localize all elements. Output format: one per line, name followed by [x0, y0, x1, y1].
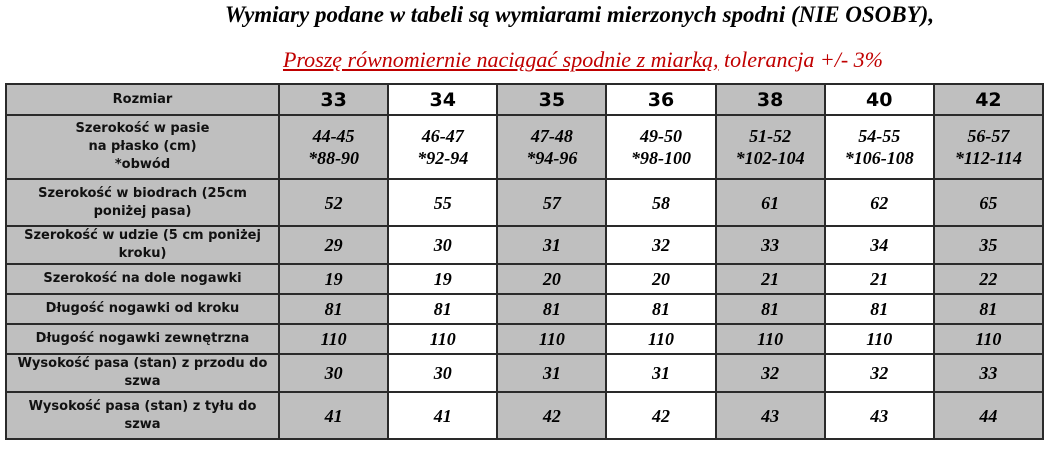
- table-row: [6, 179, 1043, 226]
- size-header: 35: [497, 84, 606, 115]
- row-label-line: Szerokość w pasie: [75, 121, 210, 136]
- table-cell: 41: [279, 392, 388, 439]
- table-cell: 62: [825, 179, 934, 226]
- size-chart-table: [5, 83, 1044, 440]
- table-cell: 65: [934, 179, 1043, 226]
- row-label-line: Szerokość w udzie (5 cm poniżej: [24, 228, 261, 243]
- table-cell: 41: [388, 392, 497, 439]
- row-label: [6, 115, 279, 179]
- table-row: [6, 115, 1043, 179]
- size-header-label: Rozmiar: [6, 84, 279, 115]
- table-cell: 43: [825, 392, 934, 439]
- row-label: Długość nogawki zewnętrzna: [6, 324, 279, 354]
- table-cell: 81: [716, 294, 825, 324]
- table-cell: 21: [825, 264, 934, 294]
- cell-line: *88-90: [308, 148, 360, 168]
- table-cell: 30: [388, 354, 497, 392]
- row-label-line: szwa: [124, 374, 161, 389]
- table-cell: 81: [825, 294, 934, 324]
- table-cell: 52: [279, 179, 388, 226]
- table-cell: 81: [388, 294, 497, 324]
- table-cell: 35: [934, 226, 1043, 264]
- table-cell: 42: [497, 392, 606, 439]
- table-cell: 57: [497, 179, 606, 226]
- size-header: 34: [388, 84, 497, 115]
- table-cell: [606, 115, 715, 179]
- cell-line: 44-45: [312, 126, 355, 146]
- table-cell: 33: [934, 354, 1043, 392]
- table-row: [6, 226, 1043, 264]
- row-label: [6, 392, 279, 439]
- table-cell: 110: [497, 324, 606, 354]
- table-cell: 33: [716, 226, 825, 264]
- table-cell: 19: [388, 264, 497, 294]
- cell-line: 54-55: [858, 126, 901, 146]
- table-cell: 34: [825, 226, 934, 264]
- table-cell: 81: [934, 294, 1043, 324]
- cell-line: *98-100: [630, 148, 691, 168]
- instruction-text: Proszę równomiernie naciągać spodnie z miarką,: [282, 47, 719, 72]
- table-cell: 44: [934, 392, 1043, 439]
- row-label: [6, 179, 279, 226]
- size-header: 40: [825, 84, 934, 115]
- size-header: 38: [716, 84, 825, 115]
- row-label: [6, 226, 279, 264]
- table-cell: 32: [606, 226, 715, 264]
- cell-line: 49-50: [639, 126, 682, 146]
- row-label-line: poniżej pasa): [93, 203, 192, 219]
- table-cell: 81: [497, 294, 606, 324]
- cell-line: *92-94: [417, 148, 469, 168]
- cell-line: 56-57: [967, 126, 1010, 146]
- table-cell: [825, 115, 934, 179]
- table-cell: 32: [716, 354, 825, 392]
- table-cell: 110: [934, 324, 1043, 354]
- row-label-line: Szerokość w biodrach (25cm: [38, 185, 247, 201]
- table-row: [6, 392, 1043, 439]
- cell-line: *94-96: [526, 148, 578, 168]
- table-cell: 61: [716, 179, 825, 226]
- table-cell: [279, 115, 388, 179]
- table-cell: 22: [934, 264, 1043, 294]
- cell-line: 46-47: [421, 126, 464, 146]
- size-header: 36: [606, 84, 715, 115]
- row-label-line: Wysokość pasa (stan) z tyłu do: [28, 398, 257, 414]
- table-row: [6, 264, 1043, 294]
- table-row: [6, 324, 1043, 354]
- row-label: [6, 354, 279, 392]
- cell-line: *112-114: [954, 148, 1022, 168]
- row-label-line: na płasko (cm): [88, 139, 197, 154]
- size-header: 42: [934, 84, 1043, 115]
- table-cell: 19: [279, 264, 388, 294]
- header-line-tolerance: [0, 47, 1049, 73]
- table-row: [6, 354, 1043, 392]
- row-label: Szerokość na dole nogawki: [6, 264, 279, 294]
- table-cell: 110: [716, 324, 825, 354]
- table-cell: 31: [606, 354, 715, 392]
- table-cell: 81: [279, 294, 388, 324]
- cell-line: *102-104: [735, 148, 805, 168]
- row-label: Długość nogawki od kroku: [6, 294, 279, 324]
- cell-line: 47-48: [530, 126, 573, 146]
- table-cell: 32: [825, 354, 934, 392]
- row-label-line: *obwód: [114, 157, 171, 172]
- table-cell: 81: [606, 294, 715, 324]
- table-cell: 55: [388, 179, 497, 226]
- table-cell: 30: [388, 226, 497, 264]
- table-row: [6, 294, 1043, 324]
- table-cell: 31: [497, 354, 606, 392]
- header-line-measurements: Wymiary podane w tabeli są wymiarami mierzonych spodni (NIE OSOBY),: [224, 2, 935, 27]
- tolerance-text: tolerancja +/- 3%: [718, 47, 884, 72]
- table-cell: 20: [606, 264, 715, 294]
- table-cell: [388, 115, 497, 179]
- table-cell: 43: [716, 392, 825, 439]
- table-cell: [934, 115, 1043, 179]
- cell-line: *106-108: [844, 148, 914, 168]
- table-cell: 110: [279, 324, 388, 354]
- row-label-line: szwa: [124, 416, 161, 432]
- table-cell: [716, 115, 825, 179]
- table-cell: 31: [497, 226, 606, 264]
- table-cell: 58: [606, 179, 715, 226]
- table-cell: 42: [606, 392, 715, 439]
- table-cell: 21: [716, 264, 825, 294]
- table-cell: 30: [279, 354, 388, 392]
- table-cell: 110: [825, 324, 934, 354]
- table-cell: 110: [606, 324, 715, 354]
- table-cell: [497, 115, 606, 179]
- table-cell: 20: [497, 264, 606, 294]
- cell-line: 51-52: [749, 126, 792, 146]
- row-label-line: kroku): [118, 246, 167, 261]
- table-cell: 29: [279, 226, 388, 264]
- row-label-line: Wysokość pasa (stan) z przodu do: [17, 356, 268, 371]
- table-cell: 110: [388, 324, 497, 354]
- size-header: 33: [279, 84, 388, 115]
- table-header-row: [6, 84, 1043, 115]
